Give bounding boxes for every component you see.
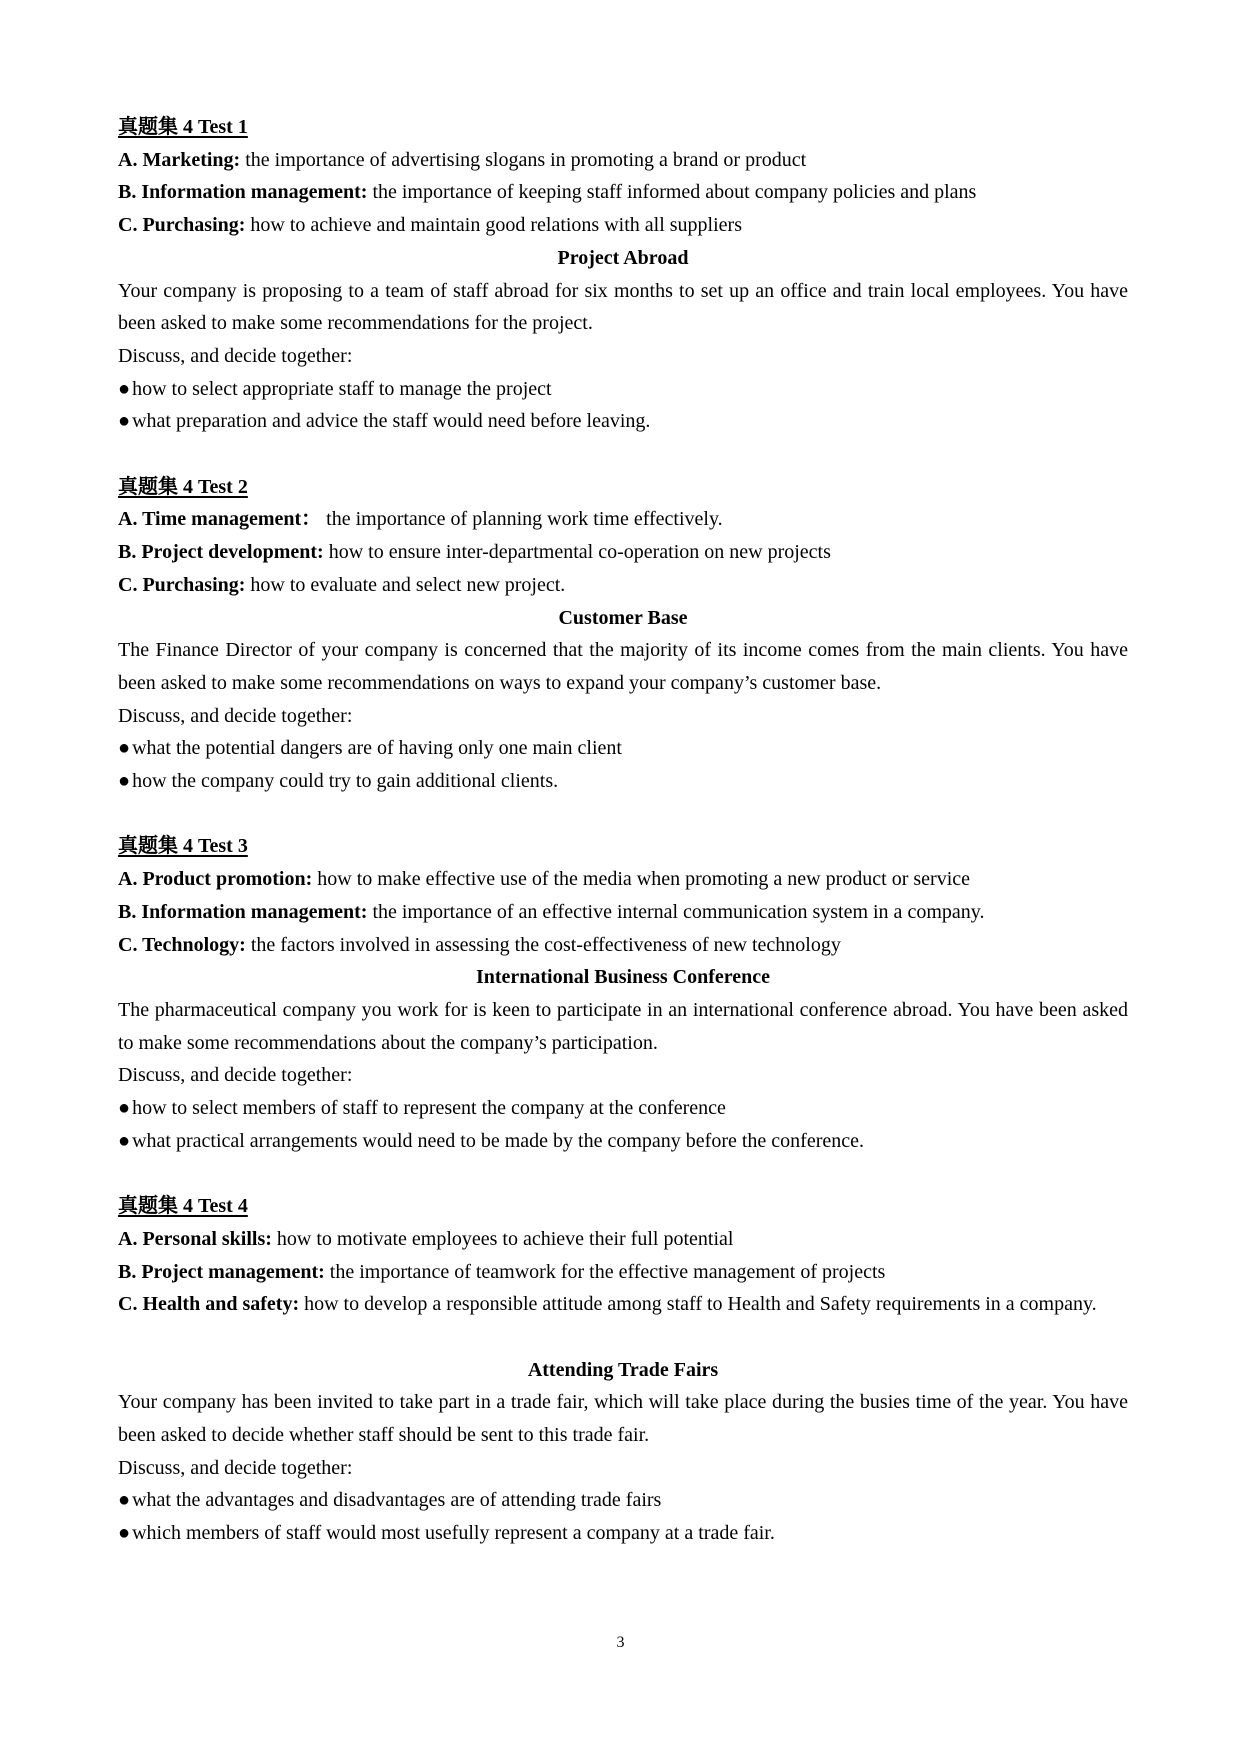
topic-item-b bbox=[118, 1256, 1128, 1289]
test-section-4 bbox=[118, 1190, 1128, 1550]
topic-label: C. Purchasing: bbox=[118, 573, 246, 596]
task-title: Customer Base bbox=[558, 606, 688, 629]
topic-label: B. Project management: bbox=[118, 1260, 325, 1283]
topic-text: how to motivate employees to achieve their full potential bbox=[271, 1227, 734, 1250]
topic-label: A. Marketing: bbox=[118, 148, 241, 171]
document-page bbox=[118, 111, 1128, 1550]
topic-text: how to achieve and maintain good relations with all suppliers bbox=[245, 214, 742, 237]
bullet-item bbox=[118, 765, 1128, 798]
discuss-line: Discuss, and decide together: bbox=[118, 704, 353, 727]
test-section-2 bbox=[118, 471, 1128, 798]
bullet-text: what the potential dangers are of having only one main client bbox=[132, 737, 622, 760]
bullet-item bbox=[118, 732, 1128, 765]
test-section-1 bbox=[118, 111, 1128, 438]
bullet-dot-icon: ● bbox=[118, 737, 131, 760]
bullet-text: how to select members of staff to represent the company at the conference bbox=[132, 1097, 726, 1120]
section-gap bbox=[118, 798, 1128, 831]
task-paragraph: Your company has been invited to take part in a trade fair, which will take place during the busies time of the year. You have been asked to decide whether staff should be sent to this trade fair. bbox=[118, 1391, 1128, 1447]
bullet-text: what preparation and advice the staff would need before leaving. bbox=[132, 410, 651, 433]
bullet-text: how to select appropriate staff to manage the project bbox=[132, 377, 552, 400]
task-title: Project Abroad bbox=[557, 246, 689, 269]
bullet-dot-icon: ● bbox=[118, 1097, 131, 1120]
task-title: Attending Trade Fairs bbox=[527, 1358, 719, 1381]
bullet-dot-icon: ● bbox=[118, 770, 131, 793]
topic-item-c bbox=[118, 1288, 1128, 1321]
topic-item-a bbox=[118, 1223, 1128, 1256]
page-number: 3 bbox=[616, 1634, 625, 1651]
section-heading: 真题集 4 Test 3 bbox=[118, 835, 248, 858]
topic-text: how to evaluate and select new project. bbox=[245, 573, 566, 596]
bullet-text: which members of staff would most usefully represent a company at a trade fair. bbox=[132, 1522, 775, 1545]
topic-text: the importance of an effective internal communication system in a company. bbox=[367, 900, 985, 923]
topic-item-a bbox=[118, 144, 1128, 177]
topic-item-c bbox=[118, 569, 1128, 602]
topic-item-b bbox=[118, 536, 1128, 569]
topic-item-c bbox=[118, 209, 1128, 242]
topic-label: B. Information management: bbox=[118, 181, 368, 204]
topic-text: how to ensure inter-departmental co-operation on new projects bbox=[323, 541, 831, 564]
topic-label: A. Personal skills: bbox=[118, 1227, 272, 1250]
topic-item-a bbox=[118, 503, 1128, 536]
topic-text: the importance of planning work time effectively. bbox=[321, 508, 723, 531]
topic-label: A. Product promotion: bbox=[118, 868, 313, 891]
discuss-line: Discuss, and decide together: bbox=[118, 1064, 353, 1087]
bullet-item bbox=[118, 1125, 1128, 1158]
section-heading: 真题集 4 Test 2 bbox=[118, 475, 248, 498]
topic-text: the importance of teamwork for the effective management of projects bbox=[324, 1260, 886, 1283]
bullet-dot-icon: ● bbox=[118, 1522, 131, 1545]
bullet-dot-icon: ● bbox=[118, 377, 131, 400]
bullet-text: what practical arrangements would need to be made by the company before the conference. bbox=[132, 1129, 864, 1152]
topic-label: C. Purchasing: bbox=[118, 214, 246, 237]
topic-item-b bbox=[118, 896, 1128, 929]
bullet-dot-icon: ● bbox=[118, 1489, 131, 1512]
test-section-3 bbox=[118, 830, 1128, 1157]
topic-label: C. Health and safety: bbox=[118, 1293, 300, 1316]
topic-label: B. Project development: bbox=[118, 541, 324, 564]
task-paragraph: The Finance Director of your company is concerned that the majority of its income comes from the main clients. You have been asked to make some recommendations on ways to expand your company’s customer base. bbox=[118, 639, 1128, 694]
discuss-line: Discuss, and decide together: bbox=[118, 1456, 353, 1479]
bullet-text: how the company could try to gain additional clients. bbox=[132, 770, 559, 793]
bullet-dot-icon: ● bbox=[118, 410, 131, 433]
topic-text: how to make effective use of the media when promoting a new product or service bbox=[312, 868, 971, 891]
bullet-text: what the advantages and disadvantages are of attending trade fairs bbox=[132, 1489, 662, 1512]
section-gap bbox=[118, 1321, 1128, 1354]
bullet-item bbox=[118, 1484, 1128, 1517]
topic-label: A. Time management： bbox=[118, 508, 322, 531]
topic-label: B. Information management: bbox=[118, 900, 368, 923]
section-gap bbox=[118, 1157, 1128, 1190]
task-title: International Business Conference bbox=[475, 966, 771, 989]
bullet-item bbox=[118, 1092, 1128, 1125]
section-heading: 真题集 4 Test 1 bbox=[118, 116, 248, 138]
topic-item-b bbox=[118, 176, 1128, 209]
discuss-line: Discuss, and decide together: bbox=[118, 344, 353, 367]
bullet-dot-icon: ● bbox=[118, 1129, 131, 1152]
topic-text: the importance of keeping staff informed about company policies and plans bbox=[367, 181, 977, 204]
bullet-item bbox=[118, 1517, 1128, 1550]
topic-label: C. Technology: bbox=[118, 933, 246, 956]
topic-text: the importance of advertising slogans in promoting a brand or product bbox=[240, 148, 807, 171]
task-paragraph: The pharmaceutical company you work for is keen to participate in an international conference abroad. You have been asked to make some recommendations about the company’s participation. bbox=[118, 998, 1128, 1054]
topic-text: how to develop a responsible attitude among staff to Health and Safety requirements in a company. bbox=[299, 1293, 1097, 1316]
bullet-item bbox=[118, 405, 1128, 438]
section-heading: 真题集 4 Test 4 bbox=[118, 1195, 248, 1218]
topic-item-c bbox=[118, 929, 1128, 962]
topic-item-a bbox=[118, 863, 1128, 896]
section-gap bbox=[118, 438, 1128, 471]
bullet-item bbox=[118, 373, 1128, 406]
topic-text: the factors involved in assessing the cost-effectiveness of new technology bbox=[245, 933, 841, 956]
task-paragraph: Your company is proposing to a team of staff abroad for six months to set up an office and train local employees. You have been asked to make some recommendations for the project. bbox=[118, 279, 1128, 335]
